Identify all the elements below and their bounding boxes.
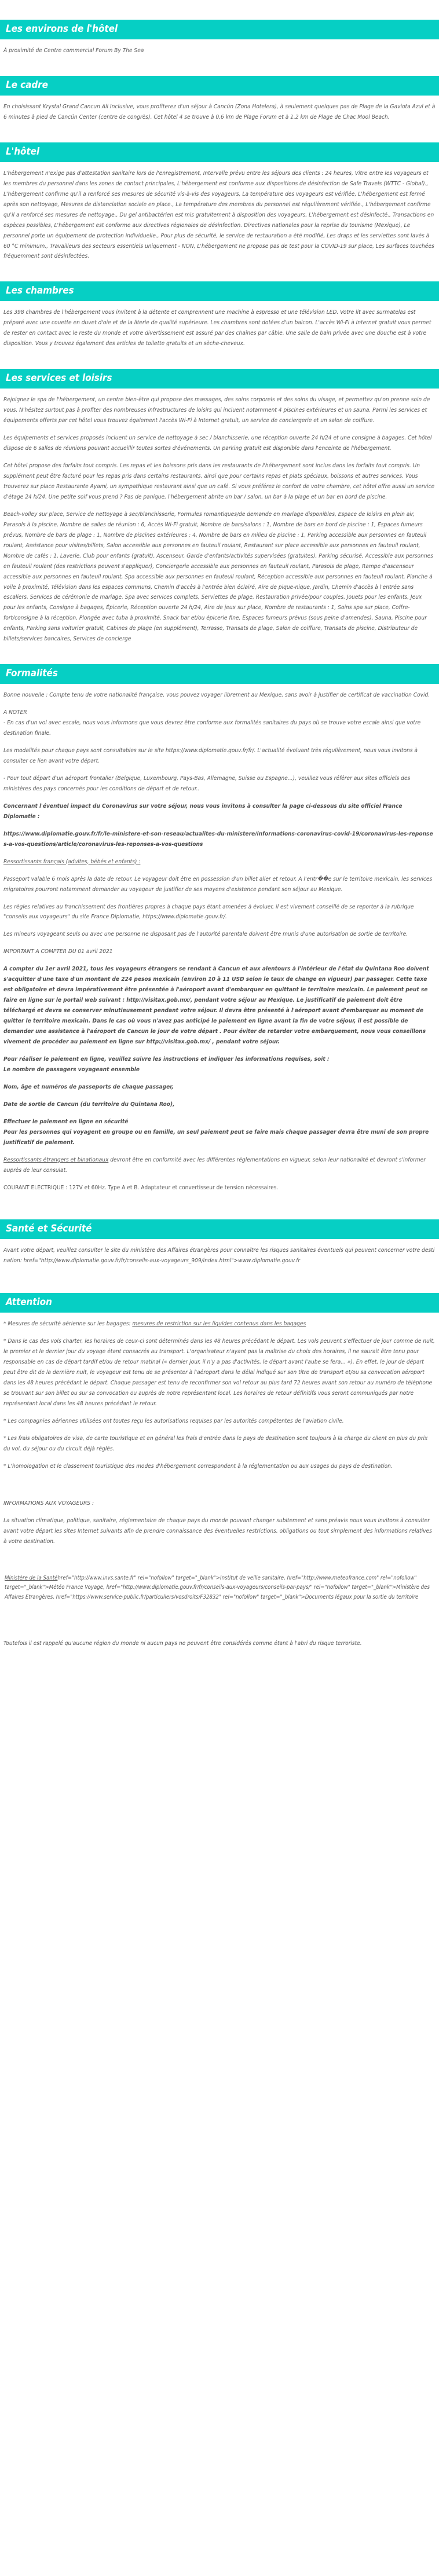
attention-charter-note: * Dans le cas des vols charter, les horaires de ceux-ci sont déterminés dans les 48 heures précédant le départ. Les vols peuvent s'effectuer de jour comme de nuit, le premier et le dernier jour du voyage étant consacrés au transport. L'organisateur n'ayant pas la maîtrise du choix des horaires, il ne saurait être tenu pour responsable en cas de départ tardif et/ou de retour matinal (« dernier jour, il n'y a pas d'activités, le départ avant l'aube se fera... »). En effet, le jour de départ peut être dit de la dernière nuit, le voyageur est tenu de se présenter à l'aéroport dans le délai indiqué sur son titre de transport et/ou sa convocation aéroport dans les 48 heures précédant le départ. Chaque passager est tenu de reconfirmer son vol retour au plus tard 72 heures avant son retour au numéro de téléphone se trouvant sur son billet ou sur sa convocation ou auprès de notre représentant local. Les horaires de retour définitifs vous seront communiqués par notre représentant local dans les 48 heures précédant le retour. bbox=[3, 1338, 435, 1408]
attention-classification-note: * L'homologation et le classement touristique des modes d'hébergement correspondent à la réglementation ou aux usages du pays de destination. bbox=[3, 1463, 393, 1470]
formalites-important-title: IMPORTANT A COMPTER DU 01 avril 2021 bbox=[3, 948, 113, 955]
formalites-a-noter-title: A NOTER bbox=[3, 709, 27, 716]
section-body-cadre bbox=[2, 96, 437, 123]
attention-footer-raw-html: href="http://www.invs.sante.fr" rel="nofollow" target="_blank">Institut de veille sanitaire, href="http://www.meteofrance.com" rel="nofollow" target="_blank">Météo France Voyage, href="http://www.diplomatie.gouv.fr/fr/conseils-aux-voyageurs/conseils-par-pays/" rel="nofollow" target="_blank">Ministère des Affaires Etrangères, href="https://www.service-public.fr/particuliers/vosdroits/F32832" rel="nofollow" target="_blank">Documents légaux pour la sortie du territoire bbox=[5, 1574, 430, 1601]
services-paragraph-2: Les équipements et services proposés incluent un service de nettoyage à sec / blanchisserie, une réception ouverte 24 h/24 et une consigne à bagages. Cet hôtel dispose de 6 salles de réunions pouvant accueillir toutes sortes d'événements. Un parking gratuit est disponible dans l'enceinte de l'hébergement. bbox=[3, 435, 432, 452]
formalites-instruction-item: Le nombre de passagers voyageant ensemble bbox=[3, 1066, 140, 1073]
formalites-foreign-nationals bbox=[3, 1155, 436, 1176]
section-heading-sante: Santé et Sécurité bbox=[0, 1219, 439, 1239]
services-paragraph-1: Rejoignez le spa de l'hébergement, un centre bien-être qui propose des massages, des soins corporels et des soins du visage, et permettez qu'on prenne soin de vous. N'hésitez surtout pas à profiter des nombreuses infrastructures de loisirs qui incluent notamment 4 piscines extérieures et un sauna. Parmi les services et équipements offerts par cet hôtel vous trouvez également l'accès Wi-Fi à Internet gratuit, un service de conciergerie et un salon de coiffure. bbox=[3, 397, 430, 424]
spacer-before-formalites bbox=[2, 644, 437, 664]
formalites-important-text: A compter du 1er avril 2021, tous les voyageurs étrangers se rendant à Cancun et aux alentours à l'intérieur de l'état du Quintana Roo doivent s'acquitter d'une taxe d'un montant de 224 pesos mexicain (environ 10 à 11 USD selon le taux de change en vigueur) par passager. Cette taxe est obligatoire et devra impérativement être présentée à l'aéroport avant d'embarquer en quittant le territoire mexicain. Le paiement peut se faire en ligne sur le portail web suivant : http://visitax.gob.mx/, pendant votre séjour au Mexique. Le justificatif de paiement doit être téléchargé et devra se conserver minutieusement pendant votre séjour. Il devra être présenté à l'aéroport avant d'embarquer au moment de quitter le territoire mexicain. Dans le cas où vous n'avez pas anticipé le paiement en ligne avant la fin de votre séjour, il est possible de demander une assistance à l'aéroport de Cancun le jour de votre départ . Pour éviter de retarder votre embarquement, nous vous conseillons vivement de procéder au paiement en ligne sur http://visitax.gob.mx/ , pendant votre séjour. bbox=[3, 966, 429, 1045]
top-spacer bbox=[2, 0, 437, 20]
formalites-electricity: COURANT ELECTRIQUE : 127V et 60Hz. Type A et B. Adaptateur et convertisseur de tension nécessaires. bbox=[3, 1184, 279, 1191]
attention-baggage-prefix: * Mesures de sécurité aérienne sur les bagages: bbox=[3, 1321, 133, 1328]
formalites-french-nationals-heading: Ressortissants français (adultes, bébés et enfants) : bbox=[3, 858, 141, 865]
attention-footer-links bbox=[5, 1574, 434, 1603]
spacer-ressortissants bbox=[3, 850, 436, 857]
attention-info-voyageurs-text: La situation climatique, politique, sanitaire, réglementaire de chaque pays du monde pouvant changer subitement et sans préavis nous vous invitons à consulter avant votre départ les sites Internet suivants afin de prendre connaissance des éventuelles restrictions, obligations ou tout simplement des informations relatives à votre destination. bbox=[3, 1517, 432, 1545]
formalites-group-payment-text: Pour les personnes qui voyagent en groupe ou en famille, un seul paiement peut se faire mais chaque passager devra être muni de son propre justificatif de paiement. bbox=[3, 1128, 429, 1146]
spacer-before-hotel bbox=[2, 123, 437, 142]
services-paragraph-3: Cet hôtel propose des forfaits tout compris. Les repas et les boissons pris dans les restaurants de l'hébergement sont inclus dans les forfaits tout compris. Un supplément peut être facturé pour les repas pris dans certains restaurants, ainsi que pour certains repas et plats spéciaux, boissons et autres services. Vous trouverez sur place Restaurante Ayami, un sympathique restaurant ainsi que un café. Si vous préférez le confort de votre chambre, cet hôtel offre aussi un service d'étage 24 h/24. Une petite soif vous prend ? Pas de panique, l'hébergement abrite un bar / salon, un bar à la plage et un bar en bord de piscine. bbox=[3, 463, 435, 500]
formalites-border-rules-text: Les règles relatives au franchissement des frontières propres à chaque pays étant amenées à évoluer, il est vivement conseillé de se reporter à la rubrique "conseils aux voyageurs" du site France Diplomatie, https://www.diplomatie.gouv.fr/. bbox=[3, 903, 414, 921]
formalites-corona-intro: Concernant l'éventuel impact du Coronavirus sur votre séjour, nous vous invitons à consulter la page ci-dessous du site officiel France Diplomatie : bbox=[3, 803, 403, 820]
formalites-foreign-nationals-heading: Ressortissants étrangers et binationaux bbox=[3, 1156, 109, 1163]
attention-baggage-link[interactable]: mesures de restriction sur les liquides contenus dans les bagages bbox=[132, 1321, 306, 1328]
section-heading-hotel: L'hôtel bbox=[0, 142, 439, 162]
section-heading-attention: Attention bbox=[0, 1293, 439, 1313]
hotel-paragraph: L'hébergement n'exige pas d'attestation sanitaire lors de l'enregistrement, Intervalle prévu entre les séjours des clients : 24 heures, Vitre entre les voyageurs et les membres du personnel dans les zones de contact principales, L'hébergement est conforme aux dispositions de désinfection de Safe Travels (WTTC - Global)., L'hébergement confirme qu'il a renforcé ses mesures de sécurité vis-à-vis des voyageurs, La température des voyageurs est vérifiée, L'hébergement est fermé après son nettoyage, Mesures de distanciation sociale en place., La température des membres du personnel est régulièrement vérifiée., L'hébergement confirme qu'il a renforcé ses mesures de nettoyage., Du gel antibactérien est mis gratuitement à disposition des voyageurs, L'hébergement est désinfecté., Transactions en espèces possibles, L'hébergement est conforme aux directives régionales de désinfection. Directives nationales pour la reprise du tourisme (Mexique), Le personnel porte un équipement de protection individuelle., Pour plus de sécurité, le service de restauration a été modifié, Les draps et les serviettes sont lavés à 60 °C minimum., Travailleurs des secteurs essentiels uniquement - NON, L'hébergement ne propose pas de test pour la COVID-19 sur place, Les surfaces touchées fréquemment sont désinfectées. bbox=[3, 170, 434, 260]
section-body-services bbox=[2, 389, 437, 644]
sante-paragraph: Avant votre départ, veuillez consulter le site du ministère des Affaires étrangères pour connaître les risques sanitaires éventuels qui peuvent concerner votre destination: href="http://www.diplomatie.gouv.fr/fr/conseils-aux-voyageurs_909/index.html">www.diplomatie.gouv.fr bbox=[3, 1247, 435, 1265]
formalites-instruction-item: Effectuer le paiement en ligne en sécurité bbox=[3, 1118, 129, 1125]
spacer-corona bbox=[3, 794, 436, 801]
attention-final-note: Toutefois il est rappelé qu'aucune région du monde ni aucun pays ne peuvent être considérés comme étant à l'abri du risque terroriste. bbox=[3, 1640, 362, 1647]
section-body-attention bbox=[2, 1313, 437, 1649]
section-heading-services: Les services et loisirs bbox=[0, 369, 439, 389]
section-heading-cadre: Le cadre bbox=[0, 76, 439, 96]
attention-links-block bbox=[3, 1574, 436, 1603]
section-body-chambres bbox=[2, 301, 437, 349]
spacer-before-info-voyageurs bbox=[3, 1472, 436, 1498]
spacer-before-chambres bbox=[2, 262, 437, 281]
section-body-hotel bbox=[2, 162, 437, 262]
section-body-sante bbox=[2, 1239, 437, 1266]
spacer-before-attention bbox=[2, 1266, 437, 1293]
attention-baggage-note bbox=[3, 1319, 436, 1329]
spacer-before-services bbox=[2, 349, 437, 369]
attention-airlines-note: * Les compagnies aériennes utilisées ont toutes reçu les autorisations requises par les autorités compétentes de l'aviation civile. bbox=[3, 1418, 344, 1425]
spacer-before-final-note bbox=[3, 1603, 436, 1639]
formalites-french-nationals-text: Passeport valable 6 mois après la date de retour. Le voyageur doit être en possession d'un billet aller et retour. A l'entr��e sur le territoire mexicain, les services migratoires pourront notamment demander au voyageur de justifier de ses moyens d'existence pendant son séjour au Mexique. bbox=[3, 875, 433, 893]
environs-paragraph: À proximité de Centre commercial Forum By The Sea bbox=[3, 47, 144, 54]
formalites-note-1: - En cas d'un vol avec escale, nous vous informons que vous devrez être conforme aux formalités sanitaires du pays où se trouve votre escale ainsi que votre destination finale. bbox=[3, 720, 421, 737]
formalites-minors-text: Les mineurs voyageant seuls ou avec une personne ne disposant pas de l'autorité parentale doivent être munis d'une autorisation de sortie de territoire. bbox=[3, 931, 408, 938]
formalites-instructions-list bbox=[3, 1065, 436, 1127]
chambres-paragraph: Les 398 chambres de l'hébergement vous invitent à la détente et comprennent une machine à espresso et une télévision LED. Votre lit avec surmatelas est préparé avec une couette en duvet d'oie et de la literie de qualité supérieure. Les chambres sont dotées d'un balcon. L'accès Wi-Fi à Internet gratuit vous permet de rester en contact avec le reste du monde et votre divertissement est assuré par des chaînes par câble. Une salle de bain privée avec une douche est à votre disposition. Vous y trouvez également des articles de toilette gratuits et un sèche-cheveux. bbox=[3, 309, 431, 347]
section-heading-formalites: Formalités bbox=[0, 664, 439, 684]
attention-info-voyageurs-title: INFORMATIONS AUX VOYAGEURS : bbox=[3, 1500, 94, 1507]
formalites-note-3: - Pour tout départ d'un aéroport frontalier (Belgique, Luxembourg, Pays-Bas, Allemagne, Suisse ou Espagne...), veuillez vous référer aux sites officiels des ministères des pays concernés pour les conditions de départ et de retour.. bbox=[3, 775, 411, 792]
section-heading-environs: Les environs de l'hôtel bbox=[0, 20, 439, 39]
section-body-environs bbox=[2, 39, 437, 56]
formalites-instructions-intro: Pour réaliser le paiement en ligne, veuillez suivre les instructions et indiquer les informations requises, soit : bbox=[3, 1056, 330, 1062]
formalites-note-2: Les modalités pour chaque pays sont consultables sur le site https://www.diplomatie.gouv.fr/fr/. L'actualité évoluant très régulièrement, nous vous invitons à consulter ce lien avant votre départ. bbox=[3, 747, 418, 764]
section-heading-chambres: Les chambres bbox=[0, 281, 439, 301]
formalites-notes bbox=[3, 718, 436, 794]
spacer-before-links bbox=[3, 1547, 436, 1574]
spacer-info-body bbox=[3, 1509, 436, 1516]
attention-visa-note: * Les frais obligatoires de visa, de carte touristique et en général les frais d'entrée dans le pays de destination sont toujours à la charge du client en plus du prix du vol, du séjour ou du circuit déjà réglés. bbox=[3, 1435, 428, 1452]
spacer-before-cadre bbox=[2, 56, 437, 76]
ministere-sante-link[interactable]: Ministère de la Santé bbox=[5, 1574, 58, 1581]
formalites-intro: Bonne nouvelle : Compte tenu de votre nationalité française, vous pouvez voyager librement au Mexique, sans avoir à justifier de certificat de vaccination Covid. bbox=[3, 692, 430, 699]
formalites-corona-url[interactable]: https://www.diplomatie.gouv.fr/fr/le-ministere-et-son-reseau/actualites-du-ministere/informations-coronavirus-covid-19/coronavirus-les-reponses-a-vos-questions/article/coronavirus-les-reponses-a-vos-questions bbox=[3, 830, 433, 848]
spacer-before-sante bbox=[2, 1193, 437, 1219]
section-body-formalites bbox=[2, 684, 437, 1193]
formalites-instruction-item: Nom, âge et numéros de passeports de chaque passager, bbox=[3, 1083, 174, 1090]
formalites-instruction-item: Date de sortie de Cancun (du territoire du Quintana Roo), bbox=[3, 1101, 175, 1108]
cadre-paragraph: En choisissant Krystal Grand Cancun All Inclusive, vous profiterez d'un séjour à Cancún (Zona Hotelera), à seulement quelques pas de Plage de la Gaviota Azul et à 6 minutes à pied de Cancún Center (centre de congrès). Cet hôtel 4 se trouve à 0,6 km de Plage Forum et à 1,2 km de Plage de Chac Mool Beach. bbox=[3, 103, 436, 120]
services-amenities-list: Beach-volley sur place, Service de nettoyage à sec/blanchisserie, Formules romantiques/de demande en mariage disponibles, Espace de loisirs en plein air, Parasols à la piscine, Nombre de salles de réunion : 6, Accès Wi-Fi gratuit, Nombre de bars/salons : 1, Nombre de bars en bord de piscine : 1, Espaces fumeurs prévus, Nombre de bars de plage : 1, Nombre de piscines extérieures : 4, Nombre de bars en milieu de piscine : 1, Parking accessible aux personnes en fauteuil roulant, Assistance pour visites/billets, Salon accessible aux personnes en fauteuil roulant, Restaurant sur place accessible aux personnes en fauteuil roulant, Nombre de cafés : 1, Laverie, Club pour enfants (gratuit), Ascenseur, Garde d'enfants/activités supervisées (gratuites), Parking sécurisé, Accessible aux personnes en fauteuil roulant (des restrictions peuvent s'appliquer), Conciergerie accessible aux personnes en fauteuil roulant, Parasols de plage, Rampe d'ascenseur accessible aux personnes en fauteuil roulant, Spa accessible aux personnes en fauteuil roulant, Réception accessible aux personnes en fauteuil roulant, Planche à voile à proximité, Télévision dans les espaces communs, Chemin d'accès à l'entrée bien éclairé, Aire de pique-nique, Jardin, Chemin d'accès à l'entrée sans escaliers, Services de cérémonie de mariage, Spa avec services complets, Serviettes de plage, Restauration privée/pour couples, Jouets pour les enfants, Jeux pour les enfants, Consigne à bagages, Épicerie, Réception ouverte 24 h/24, Aire de jeux sur place, Nombre de restaurants : 1, Soins spa sur place, Coffre-fort/consigne à la réception, Plongée avec tuba à proximité, Snack bar et/ou épicerie fine, Espaces fumeurs prévus (sous peine d'amendes), Sauna, Piscine pour enfants, Parking sans voiturier gratuit, Cabines de plage (en supplément), Terrasse, Transats de plage, Salon de coiffure, Transats de piscine, Distributeur de billets/services bancaires, Services de concierge bbox=[3, 511, 433, 643]
formalites-foreign-nationals-text: devront être en conformité avec les différentes réglementations en vigueur, selon leur nationalité et devront s'informer auprès de leur consulat. bbox=[3, 1156, 426, 1174]
